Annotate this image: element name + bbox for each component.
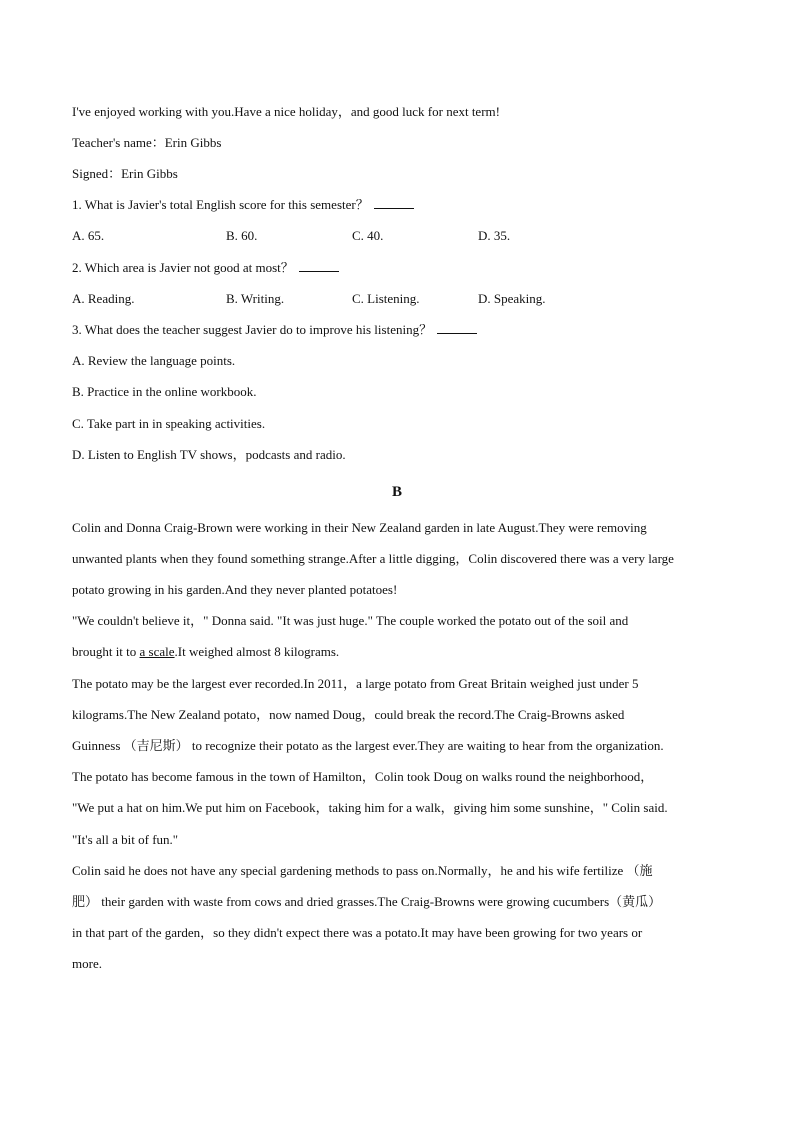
passage-line-10: "We put a hat on him.We put him on Facebook，taking him for a walk，giving him some sunshine，" Colin said. <box>72 800 668 815</box>
passage-line-8: Guinness （吉尼斯） to recognize their potato as the largest ever.They are waiting to hear from the organization. <box>72 738 664 753</box>
passage-line-4: "We couldn't believe it，" Donna said. "It was just huge." The couple worked the potato out of the soil and <box>72 613 629 628</box>
passage-line-5 <box>72 644 724 660</box>
passage-line-15: more. <box>72 956 102 971</box>
passage-line-6: The potato may be the largest ever recorded.In 2011，a large potato from Great Britain weighed just under 5 <box>72 676 639 691</box>
q3-option-c: C. Take part in in speaking activities. <box>72 416 266 431</box>
question-3-text: 3. What does the teacher suggest Javier do to improve his listening？ <box>72 322 433 337</box>
q3-option-a: A. Review the language points. <box>72 353 236 368</box>
passage-line-7: kilograms.The New Zealand potato，now named Doug，could break the record.The Craig-Browns asked <box>72 707 625 722</box>
question-3 <box>72 322 724 338</box>
q1-option-c: C. 40. <box>352 228 384 243</box>
answer-blank-1 <box>374 197 414 209</box>
q3-option-b: B. Practice in the online workbook. <box>72 384 257 399</box>
passage-line-13: 肥） their garden with waste from cows and dried grasses.The Craig-Browns were growing cucumbers（黄瓜） <box>72 894 662 909</box>
passage-line-12: Colin said he does not have any special gardening methods to pass on.Normally，he and his wife fertilize （施 <box>72 863 653 878</box>
answer-blank-3 <box>437 322 477 334</box>
passage-line-1: Colin and Donna Craig-Brown were working in their New Zealand garden in late August.They were removing <box>72 520 647 535</box>
q2-option-c: C. Listening. <box>352 291 420 306</box>
answer-blank-2 <box>299 260 339 272</box>
passage-line-3: potato growing in his garden.And they never planted potatoes! <box>72 582 398 597</box>
passage-line-2: unwanted plants when they found something strange.After a little digging，Colin discovered there was a very large <box>72 551 674 566</box>
passage-line-5-start: brought it to <box>72 644 140 659</box>
q3-option-d: D. Listen to English TV shows，podcasts and radio. <box>72 447 346 462</box>
q1-option-d: D. 35. <box>478 228 511 243</box>
underlined-phrase: a scale <box>139 644 175 659</box>
q2-option-d: D. Speaking. <box>478 291 546 306</box>
teacher-name-line: Teacher's name：Erin Gibbs <box>72 135 222 150</box>
signed-line: Signed：Erin Gibbs <box>72 166 178 181</box>
question-1-text: 1. What is Javier's total English score for this semester？ <box>72 197 369 212</box>
question-1 <box>72 197 724 213</box>
question-2 <box>72 260 724 276</box>
section-b-heading: B <box>391 484 402 500</box>
question-2-text: 2. Which area is Javier not good at most？ <box>72 260 294 275</box>
q1-option-a: A. 65. <box>72 228 105 243</box>
q1-option-b: B. 60. <box>226 228 258 243</box>
closing-line: I've enjoyed working with you.Have a nice holiday，and good luck for next term! <box>72 104 500 119</box>
q2-option-b: B. Writing. <box>226 291 285 306</box>
passage-line-5-end: .It weighed almost 8 kilograms. <box>174 644 340 659</box>
passage-line-14: in that part of the garden，so they didn't expect there was a potato.It may have been growing for two years or <box>72 925 643 940</box>
passage-line-9: The potato has become famous in the town of Hamilton，Colin took Doug on walks round the neighborhood， <box>72 769 654 784</box>
passage-line-11: "It's all a bit of fun." <box>72 832 179 847</box>
q2-option-a: A. Reading. <box>72 291 135 306</box>
